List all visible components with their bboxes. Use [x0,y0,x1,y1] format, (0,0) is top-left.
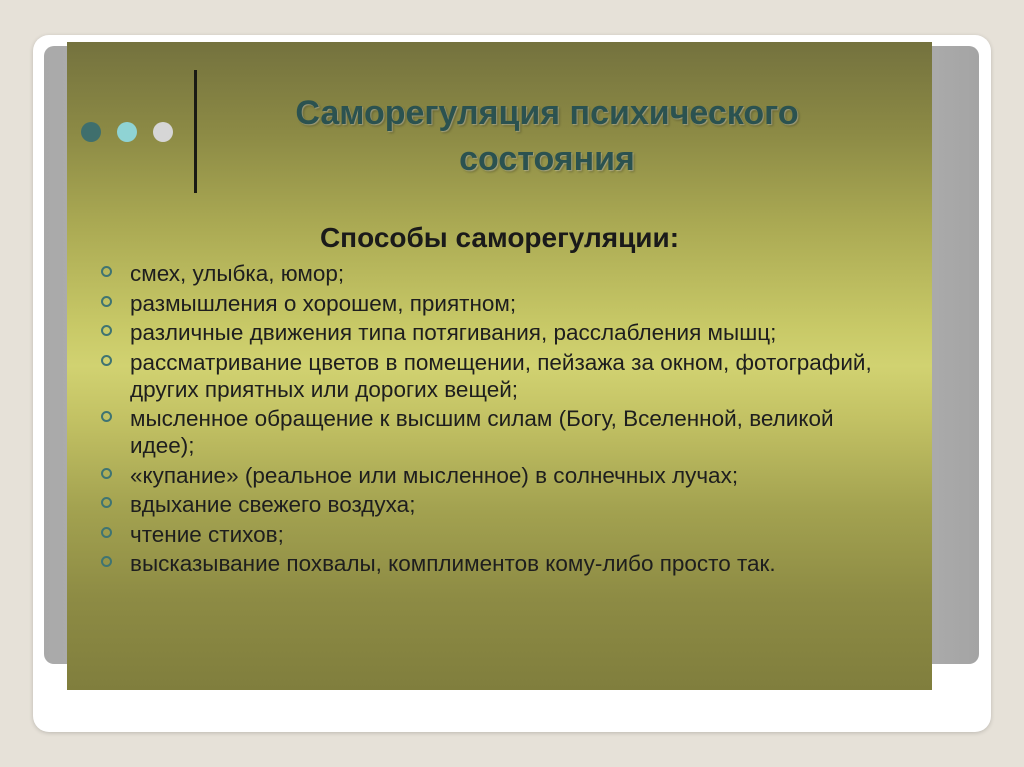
slide [67,42,932,690]
list-item [101,319,901,346]
slide-title: Саморегуляция психического состояния [295,94,799,178]
list-bullet-icon [101,266,112,277]
list-item-text: высказывание похвалы, комплиментов кому-либо просто так. [130,551,776,576]
list-item [101,462,901,489]
slide-subtitle: Способы саморегуляции: [319,222,680,253]
list-bullet-icon [101,325,112,336]
decorative-dot-icon [153,122,173,142]
decorative-dots [81,122,181,144]
vertical-divider [194,70,197,193]
decorative-dot-icon [81,122,101,142]
list-bullet-icon [101,296,112,307]
list-item-text: рассматривание цветов в помещении, пейзажа за окном, фотографий, других приятных или дорогих вещей; [130,349,872,402]
decorative-dot-icon [117,122,137,142]
list-item [101,491,901,518]
list-item [101,521,901,548]
list-item [101,349,901,403]
list-item-text: размышления о хорошем, приятном; [130,290,517,316]
list-bullet-icon [101,355,112,366]
list-item [101,405,901,459]
list-bullet-icon [101,411,112,422]
list-item [101,260,901,287]
list-item-text: «купание» (реальное или мысленное) в солнечных лучах; [130,462,739,488]
list-item [101,550,901,577]
list-bullet-icon [101,468,112,479]
list-bullet-icon [101,497,112,508]
list-item [101,290,901,317]
list-item-text: чтение стихов; [130,521,284,547]
list-bullet-icon [101,527,112,538]
list-item-text: смех, улыбка, юмор; [130,261,345,286]
list-item-text: различные движения типа потягивания, расслабления мышц; [130,320,777,345]
list-item-text: мысленное обращение к высшим силам (Богу, Вселенной, великой идее); [130,406,834,458]
methods-list [101,260,901,580]
list-item-text: вдыхание свежего воздуха; [130,492,416,517]
list-bullet-icon [101,556,112,567]
